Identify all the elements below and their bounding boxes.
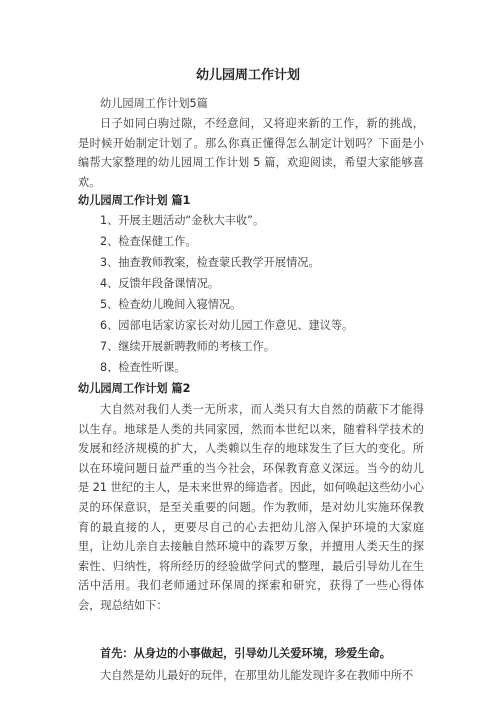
list-item: 3、抽查教师教案，检查蒙氏教学开展情况。 — [100, 256, 320, 269]
list-item: 6、园部电话家访家长对幼儿园工作意见、建议等。 — [100, 319, 354, 332]
subtitle: 幼儿园周工作计划5篇 — [100, 97, 208, 110]
list-item: 7、继续开展新聘教师的考核工作。 — [100, 340, 275, 353]
point1-text: 大自然是幼儿最好的玩伴，在那里幼儿能发现许多在教师中所不 — [100, 669, 414, 682]
intro-paragraph: 日子如同白驹过隙，不经意间，又将迎来新的工作，新的挑战，是时候开始制定计划了。那么你真正懂得怎么制定计划吗？下面是小编帮大家整理的幼儿园周工作计划 5 篇，欢迎阅读，希望大家能够喜欢。 — [78, 117, 424, 189]
list-item: 4、反馈年段备课情况。 — [100, 277, 219, 290]
list-item: 2、检查保健工作。 — [100, 235, 197, 248]
list-item: 5、检查幼儿晚间入寝情况。 — [100, 298, 242, 311]
list-item: 1、开展主题活动“金秋大丰收”。 — [100, 214, 265, 227]
section2-heading: 幼儿园周工作计划 篇2 — [78, 382, 191, 395]
section2-paragraph: 大自然对我们人类一无所求，而人类只有大自然的荫蔽下才能得以生存。地球是人类的共同家园，然而本世纪以来，随着科学技术的发展和经济规模的扩大，人类赖以生存的地球发生了巨大的变化。所以在环境问题日益严重的当今社会，环保教育意义深远。当今的幼儿是 21 世纪的主人，是未来世界的缔造者。因此，如何唤起这些幼小心灵的环保意识，是至关重要的问题。作为教师，是对幼儿实施环保教育的最直接的人，更要尽自己的心去把幼儿溶入保护环境的大家庭里，让幼儿亲自去接触自然环境中的森罗万象，并擅用人类天生的探索性、归纳性，将所经历的经验做学问式的整理，最后引导幼儿在生活中活用。我们老师通过环保周的探索和研究，获得了一些心得体会，现总结如下： — [78, 403, 424, 612]
section1-heading: 幼儿园周工作计划 篇1 — [78, 194, 191, 207]
point1-heading: 首先：从身边的小事做起，引导幼儿关爱环境，珍爱生命。 — [100, 647, 391, 660]
document-title: 幼儿园周工作计划 — [195, 68, 300, 83]
list-item: 8、检查性听课。 — [100, 361, 186, 374]
